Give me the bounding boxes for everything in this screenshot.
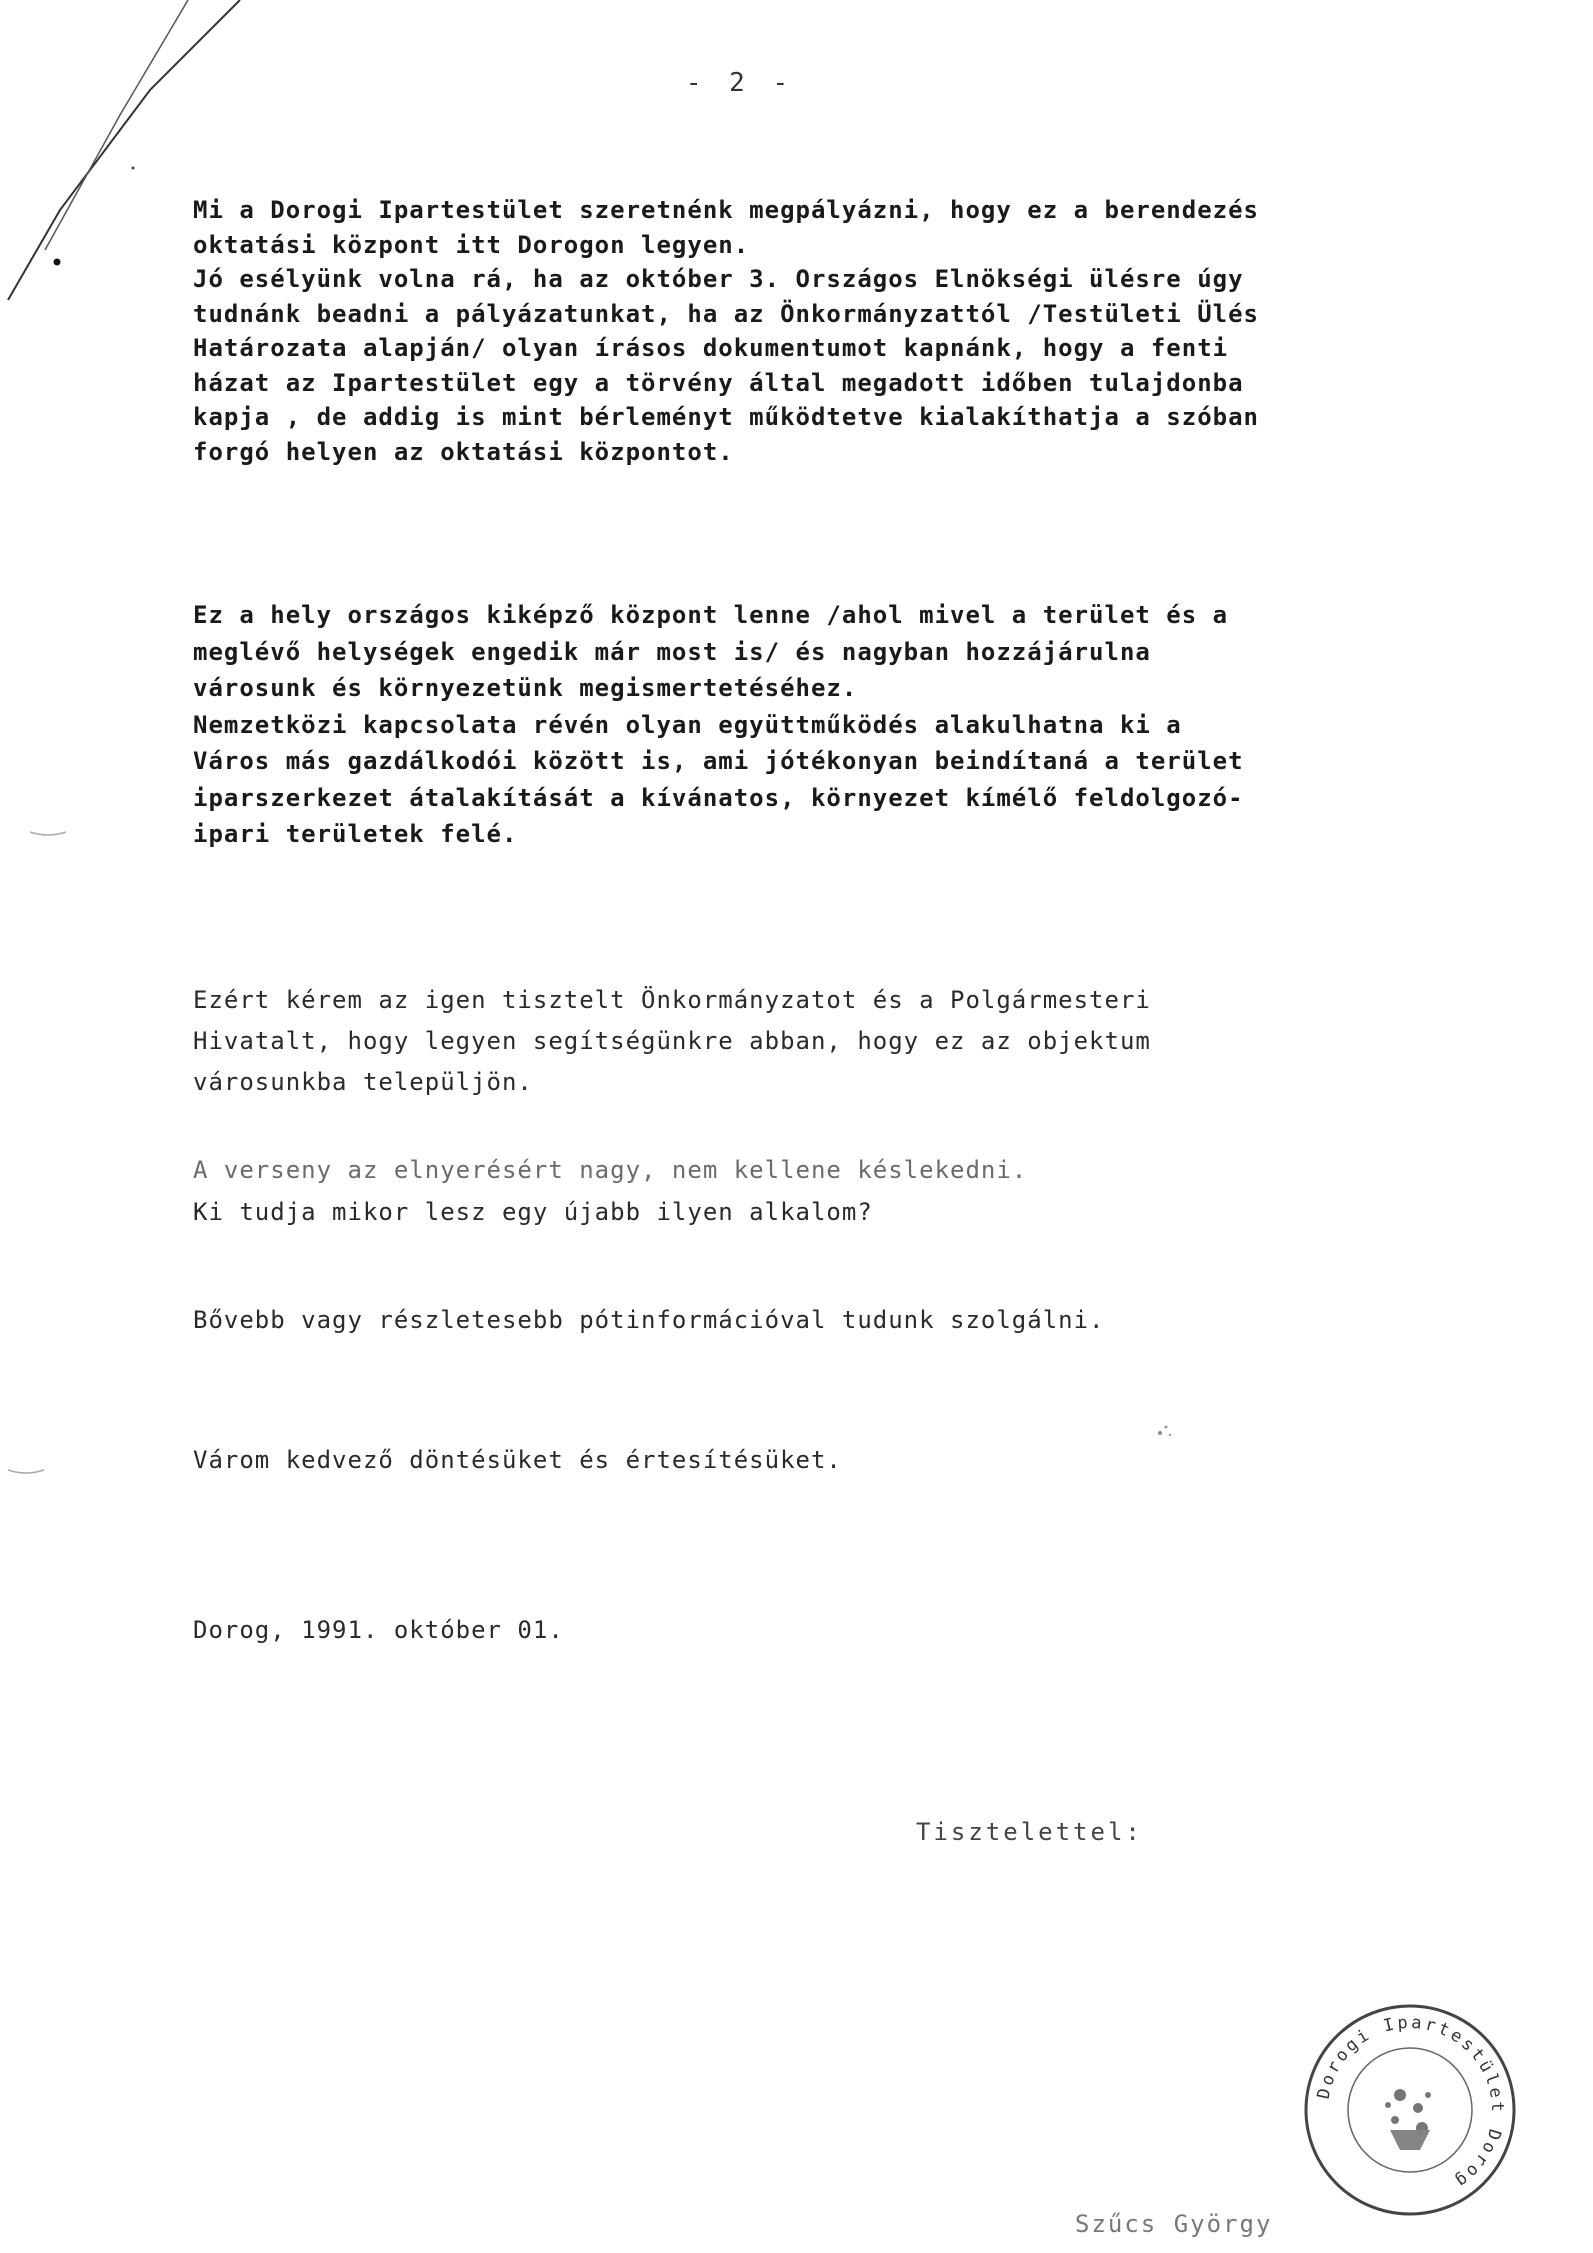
punch-hole-mark — [28, 830, 68, 838]
text-line: Ki tudja mikor lesz egy újabb ilyen alkalom? — [193, 1197, 873, 1226]
text-line: tudnánk beadni a pályázatunkat, ha az Önkormányzattól /Testületi Ülés — [193, 299, 1259, 328]
text-line: oktatási központ itt Dorogon legyen. — [193, 230, 750, 259]
text-line: Ez a hely országos kiképző központ lenne /ahol mivel a terület és a — [193, 601, 1229, 629]
signature-name: Szűcs György — [1075, 2210, 1273, 2238]
text-line: Jó esélyünk volna rá, ha az október 3. Országos Elnökségi ülésre úgy — [193, 265, 1244, 293]
punch-hole-mark — [6, 1468, 46, 1476]
text-line: Nemzetközi kapcsolata révén olyan együttműködés alakulhatna ki a — [193, 710, 1182, 739]
text-line: Határozata alapján/ olyan írásos dokumentumot kapnánk, hogy a fenti — [193, 334, 1229, 362]
text-line: Bővebb vagy részletesebb pótinformációval tudunk szolgálni. — [193, 1306, 1105, 1334]
text-line: Mi a Dorogi Ipartestület szeretnénk megpályázni, hogy ez a berendezés — [193, 196, 1259, 224]
text-line: Dorog, 1991. október 01. — [193, 1616, 564, 1644]
text-line: városunkba települjön. — [193, 1068, 533, 1096]
text-line: városunk és környezetünk megismertetéséhez. — [193, 674, 858, 702]
text-line: Ezért kérem az igen tisztelt Önkormányzatot és a Polgármesteri — [193, 986, 1151, 1014]
text-line: A verseny az elnyerésért nagy, nem kellene késlekedni. — [193, 1156, 1028, 1184]
closing-salutation: Tisztelettel: — [916, 1818, 1143, 1846]
text-line: kapja , de addig is mint bérleményt működtetve kialakíthatja a szóban — [193, 403, 1259, 431]
text-line: Várom kedvező döntésüket és értesítésüket. — [193, 1446, 842, 1474]
text-line: meglévő helységek engedik már most is/ és nagyban hozzájárulna — [193, 637, 1151, 666]
text-line: ipari területek felé. — [193, 820, 518, 848]
text-line: forgó helyen az oktatási központot. — [193, 437, 734, 466]
text-line: Hivatalt, hogy legyen segítségünkre abban, hogy ez az objektum — [193, 1027, 1151, 1055]
text-line: házat az Ipartestület egy a törvény által megadott időben tulajdonba — [193, 368, 1244, 397]
stamp-text: Dorogi Ipartestület Dorog — [1313, 2012, 1508, 2193]
text-line: iparszerkezet átalakítását a kívánatos, környezet kímélő feldolgozó- — [193, 783, 1244, 812]
page-number: - 2 - — [685, 68, 795, 98]
ipartestulet-stamp — [1300, 2000, 1520, 2220]
text-line: Város más gazdálkodói között is, ami jótékonyan beindítaná a terület — [193, 747, 1244, 775]
ink-speck — [1150, 1415, 1180, 1445]
svg-text:Dorogi Ipartestület Dorog — [1314, 2013, 1507, 2193]
